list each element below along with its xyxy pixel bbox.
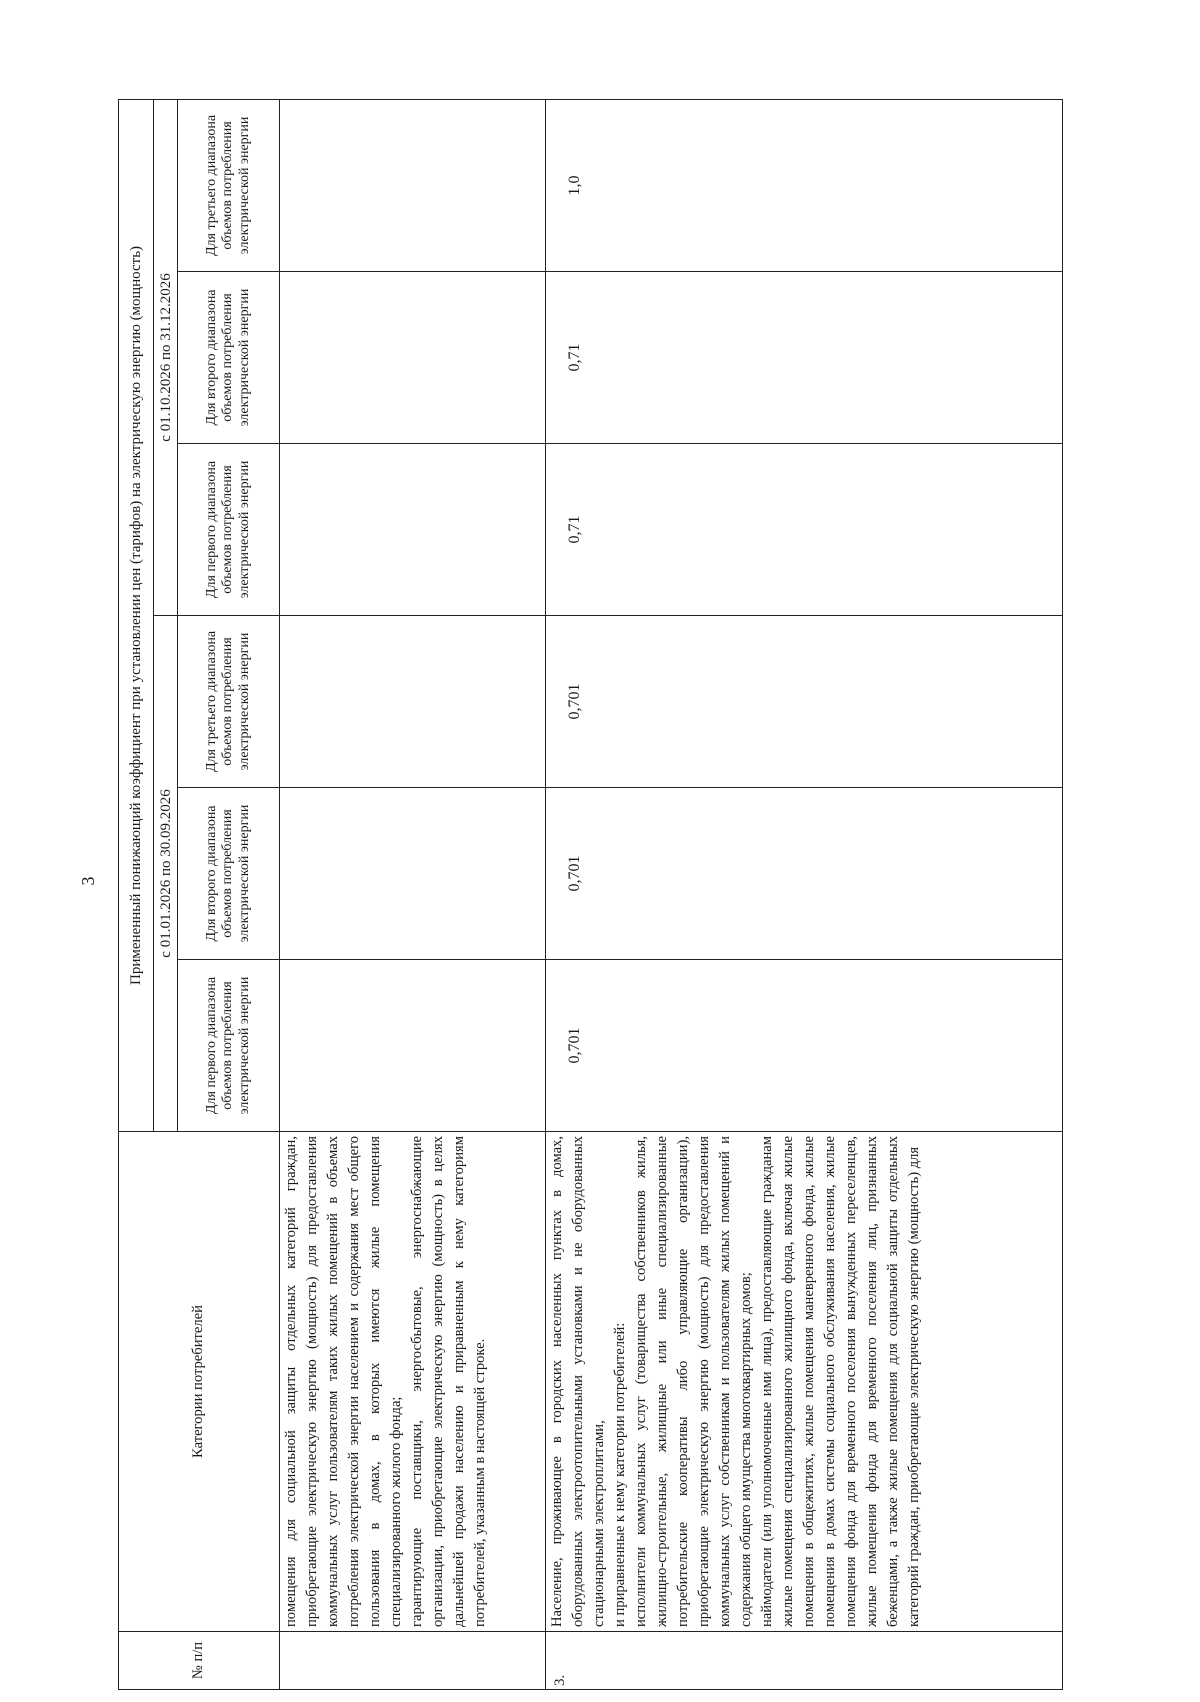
header-period-2: с 01.10.2026 по 31.12.2026: [154, 99, 178, 615]
value-cell: 0,71: [545, 272, 1062, 444]
row-number: 3.: [545, 1632, 1062, 1690]
value-cell: [279, 960, 545, 1132]
value-cell: 0,71: [545, 444, 1062, 616]
value-cell: 0,701: [545, 788, 1062, 960]
header-category-label: Категории потребителей: [190, 1305, 207, 1458]
value-cell: 0,701: [545, 960, 1062, 1132]
category-paragraph: исполнители коммунальных услуг (товарищества собственников жилья, жилищно-строительные, жилищные или иные специализированные потребительские кооперативы либо управляющие организации), приобретающие электрическую энергию (мощность) для предоставления коммунальных услуг собственникам и пользователям жилых помещений и содержания общего имущества многоквартирных домов;: [632, 1136, 754, 1627]
header-coefficient: Примененный понижающий коэффициент при установлении цен (тарифов) на электрическую энергию (мощность): [119, 99, 154, 1131]
header-range-3-p2: Для третьего диапазона объемов потребления электрической энергии: [178, 99, 280, 271]
page-number: 3: [78, 876, 98, 886]
category-paragraph: помещения для социальной защиты отдельных категорий граждан, приобретающие электрическую энергию (мощность) для предоставления коммунальных услуг пользователям таких жилых помещений в объемах потребления электрической энергии населением и содержания мест общего пользования в домах, в которых имеются жилые помещения специализированного жилого фонда;: [282, 1136, 404, 1627]
value-cell: [279, 99, 545, 271]
rotated-table-wrapper: [118, 100, 1063, 1690]
category-paragraph: гарантирующие поставщики, энергосбытовые, энергоснабжающие организации, приобретающие электрическую энергию (мощность) в целях дальнейшей продажи населению и приравненным к нему категориям потребителей, указанным в настоящей строке.: [408, 1136, 488, 1627]
table-row: [545, 99, 1062, 1689]
value-cell: 0,701: [545, 616, 1062, 788]
value-cell: [279, 788, 545, 960]
header-range-1: Для первого диапазона объемов потребления электрической энергии: [178, 960, 280, 1132]
header-num: [119, 1632, 280, 1690]
row-category: [279, 1132, 545, 1632]
header-range-2-p2: Для второго диапазона объемов потребления электрической энергии: [178, 272, 280, 444]
header-category: [119, 1132, 280, 1632]
table-row: [279, 99, 545, 1689]
category-paragraph: наймодатели (или уполномоченные ими лица), предоставляющие гражданам жилые помещения специализированного жилищного фонда, включая жилые помещения в общежитиях, жилые помещения маневренного фонда, жилые помещения в домах системы социального обслуживания населения, жилые помещения фонда для временного поселения вынужденных переселенцев, жилые помещения фонда для временного поселения лиц, признанных беженцами, а также жилые помещения для социальной защиты отдельных категорий граждан, приобретающие электрическую энергию (мощность) для: [758, 1136, 922, 1627]
value-cell: [279, 272, 545, 444]
header-range-3: Для третьего диапазона объемов потребления электрической энергии: [178, 616, 280, 788]
row-number: [279, 1632, 545, 1690]
header-range-2: Для второго диапазона объемов потребления электрической энергии: [178, 788, 280, 960]
value-cell: [279, 444, 545, 616]
header-period-1: с 01.01.2026 по 30.09.2026: [154, 616, 178, 1132]
value-cell: [279, 616, 545, 788]
header-range-1-p2: Для первого диапазона объемов потребления электрической энергии: [178, 444, 280, 616]
header-num-label: № п/п: [190, 1641, 207, 1680]
row-category: [545, 1132, 1062, 1632]
category-paragraph: Население, проживающее в городских населенных пунктах в домах, оборудованных электроотопительными установками и не оборудованных стационарными электроплитами,: [548, 1136, 607, 1627]
coefficient-table: [118, 99, 1063, 1690]
value-cell: 1,0: [545, 99, 1062, 271]
category-paragraph: и приравненные к нему категории потребителей:: [611, 1322, 628, 1627]
